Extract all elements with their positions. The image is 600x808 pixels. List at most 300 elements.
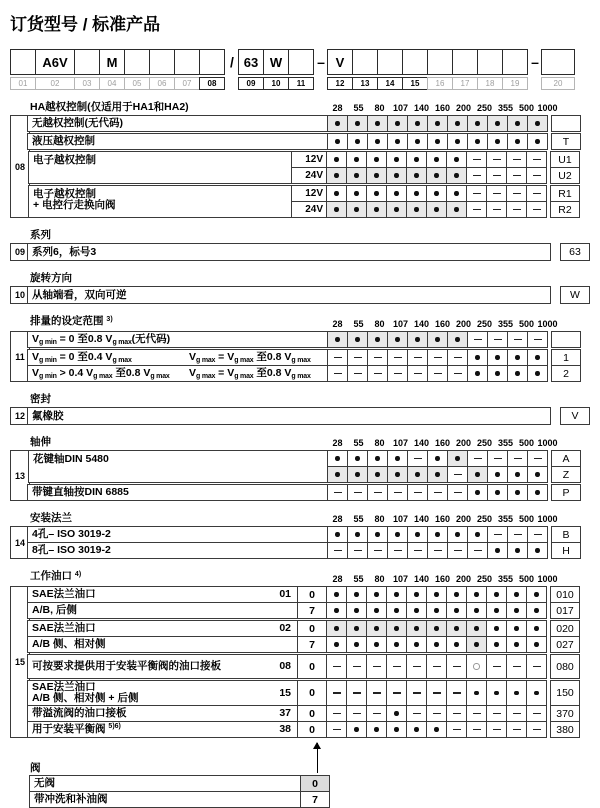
group-label-line: 电子越权控制 <box>33 188 96 200</box>
not-available-dash <box>354 357 362 359</box>
availability-cell <box>527 133 548 150</box>
rich-text: 用于安装平衡阀 $^{5)6)}$ <box>32 722 121 735</box>
position-number-02: 02 <box>35 77 75 90</box>
available-dot <box>494 608 499 613</box>
not-available-dash <box>394 357 402 359</box>
not-available-dash <box>513 729 521 731</box>
available-dot <box>354 608 359 613</box>
availability-cell <box>326 705 347 722</box>
subscript: g max <box>112 357 132 364</box>
available-dot <box>535 548 540 553</box>
valve-row <box>30 792 594 808</box>
section-groups <box>29 450 581 501</box>
spec-row <box>28 655 580 679</box>
availability-cell <box>426 602 447 619</box>
section-title <box>30 272 594 284</box>
availability-cell <box>466 680 487 706</box>
not-available-dash <box>494 458 502 460</box>
availability-cell <box>367 450 388 467</box>
not-available-dash <box>533 193 541 195</box>
availability-cell <box>326 185 347 202</box>
availability-cell <box>487 526 508 543</box>
not-available-dash <box>393 692 401 694</box>
rich-text: $V_{g max} = V_{g max}$ 至0.8 $V_{g max}$ <box>189 350 311 364</box>
availability-cell <box>426 721 447 738</box>
availability-cell <box>346 636 367 653</box>
available-dot <box>354 642 359 647</box>
available-dot <box>494 592 499 597</box>
available-dot <box>455 337 460 342</box>
code-box-06 <box>149 49 175 75</box>
not-available-dash <box>513 193 521 195</box>
availability-cell <box>367 484 388 501</box>
spec-row <box>28 485 581 501</box>
rich-text: 液压越权控制 <box>32 135 95 147</box>
availability-cell <box>527 484 548 501</box>
section-groups <box>29 407 590 425</box>
not-available-dash <box>513 175 521 177</box>
size-column-header: 250 <box>476 574 493 584</box>
code-cell: U2 <box>550 167 580 184</box>
availability-cell <box>526 680 547 706</box>
group-label-line: 花键轴DIN 5480 <box>33 453 109 465</box>
code-cell <box>551 331 581 348</box>
not-available-dash <box>534 339 542 341</box>
availability-cell <box>406 620 427 637</box>
not-available-dash <box>533 209 541 211</box>
valve-position-cell: 0 <box>297 721 327 738</box>
availability-cell <box>447 466 468 483</box>
available-dot <box>395 456 400 461</box>
available-dot <box>475 371 480 376</box>
size-column-header: 28 <box>332 103 343 113</box>
available-dot <box>375 121 380 126</box>
row-label <box>27 349 328 366</box>
size-column-header: 250 <box>476 103 493 113</box>
not-available-dash <box>334 492 342 494</box>
not-available-dash <box>413 713 421 715</box>
available-dot <box>394 642 399 647</box>
not-available-dash <box>334 357 342 359</box>
section-title <box>30 436 327 448</box>
availability-cell <box>486 620 507 637</box>
availability-cell <box>327 484 348 501</box>
availability-cell <box>347 542 368 559</box>
group-label <box>28 185 293 218</box>
availability-cell <box>366 680 387 706</box>
not-available-dash <box>374 550 382 552</box>
availability-cell <box>467 115 488 132</box>
superscript: 3) <box>106 315 113 323</box>
availability-cell <box>526 721 547 738</box>
availability-cell <box>467 365 488 382</box>
availability-cell <box>386 602 407 619</box>
available-dot <box>414 157 419 162</box>
size-column-header: 107 <box>392 438 409 448</box>
section-body <box>10 243 594 261</box>
section-11 <box>10 315 594 382</box>
spec-group <box>28 350 581 382</box>
not-available-dash <box>413 666 421 668</box>
code-cell: 150 <box>550 680 580 706</box>
available-dot <box>414 642 419 647</box>
spec-row <box>28 332 581 348</box>
available-dot <box>374 626 379 631</box>
available-dot <box>374 592 379 597</box>
availability-cell <box>327 526 348 543</box>
size-column-header: 55 <box>353 319 364 329</box>
availability-cell <box>346 721 367 738</box>
section-14 <box>10 512 594 559</box>
availability-cell <box>466 151 487 168</box>
availability-cell <box>347 331 368 348</box>
position-id-box: 14 <box>10 526 30 559</box>
not-available-dash <box>473 193 481 195</box>
available-dot <box>495 472 500 477</box>
available-dot <box>375 472 380 477</box>
available-dot <box>435 456 440 461</box>
available-dot <box>395 472 400 477</box>
spec-group <box>28 621 580 653</box>
rich-text: 可按要求提供用于安装平衡阀的油口接板 <box>32 660 221 672</box>
availability-cell <box>347 526 368 543</box>
availability-cell <box>407 133 428 150</box>
available-dot <box>335 472 340 477</box>
available-dot <box>434 157 439 162</box>
rich-text: 氟橡胶 <box>32 409 64 422</box>
size-columns-header <box>327 103 562 113</box>
row-label <box>27 133 328 150</box>
position-number-06: 06 <box>149 77 175 90</box>
available-dot <box>455 139 460 144</box>
availability-cell <box>506 167 527 184</box>
rich-text: 带冲洗和补油阀 <box>34 793 108 805</box>
availability-cell <box>327 349 348 366</box>
row-label <box>27 115 328 132</box>
subscript: g max <box>234 357 254 364</box>
size-column-header: 28 <box>332 574 343 584</box>
available-dot <box>355 139 360 144</box>
available-dot <box>495 121 500 126</box>
available-dot <box>474 691 479 696</box>
not-available-dash <box>453 729 461 731</box>
available-dot <box>394 626 399 631</box>
subscript: g max <box>196 373 216 380</box>
code-cell: R1 <box>550 185 580 202</box>
available-dot <box>394 592 399 597</box>
page <box>10 10 594 808</box>
code-separator: – <box>531 54 539 70</box>
availability-cell <box>387 484 408 501</box>
section-groups <box>29 586 580 738</box>
available-dot <box>454 207 459 212</box>
availability-cell <box>407 331 428 348</box>
available-dot <box>454 608 459 613</box>
code-box-02: A6V <box>35 49 75 75</box>
subscript: g max <box>291 373 311 380</box>
size-column-header: 250 <box>476 438 493 448</box>
code-cell: 020 <box>550 620 580 637</box>
rich-text: 8孔– ISO 3019-2 <box>32 544 111 556</box>
available-dot <box>514 626 519 631</box>
availability-cell <box>507 450 528 467</box>
availability-cell <box>346 185 367 202</box>
position-number-row <box>10 77 594 90</box>
available-dot <box>434 608 439 613</box>
spec-row <box>28 350 581 366</box>
availability-cell <box>526 167 547 184</box>
spec-row <box>328 467 581 483</box>
subscript: g max <box>150 373 170 380</box>
available-dot <box>415 532 420 537</box>
availability-cell <box>527 115 548 132</box>
availability-cell <box>387 450 408 467</box>
section-body <box>10 526 594 559</box>
availability-cell <box>406 654 427 679</box>
section-header <box>30 512 594 524</box>
group-rows <box>328 451 581 483</box>
availability-cell <box>506 705 527 722</box>
not-available-dash <box>533 713 541 715</box>
availability-cell <box>367 542 388 559</box>
spec-row <box>292 186 580 202</box>
availability-cell <box>407 542 428 559</box>
code-separator: / <box>230 54 234 70</box>
spec-group <box>28 116 581 132</box>
not-available-dash <box>414 492 422 494</box>
rich-text: 安装法兰 <box>30 512 72 524</box>
available-dot <box>354 727 359 732</box>
not-available-dash <box>373 692 381 694</box>
subscript: g max <box>93 373 113 380</box>
not-available-dash <box>474 550 482 552</box>
size-column-header: 55 <box>353 574 364 584</box>
availability-cell <box>427 484 448 501</box>
code-box-07 <box>174 49 200 75</box>
port-number: 01 <box>279 588 291 600</box>
availability-cell <box>446 602 467 619</box>
spec-row <box>28 706 580 722</box>
row-label <box>27 602 298 619</box>
subscript: g max <box>234 373 254 380</box>
availability-cell <box>426 705 447 722</box>
availability-cell <box>387 365 408 382</box>
available-dot <box>375 532 380 537</box>
available-dot <box>374 608 379 613</box>
availability-cell <box>467 331 488 348</box>
available-dot <box>355 121 360 126</box>
available-dot <box>494 626 499 631</box>
availability-cell <box>447 526 468 543</box>
not-available-dash <box>414 357 422 359</box>
code-cell: R2 <box>550 201 580 218</box>
availability-cell <box>526 185 547 202</box>
valve-position-cell: 0 <box>297 680 327 706</box>
size-column-header: 250 <box>476 319 493 329</box>
spec-row <box>28 587 580 603</box>
available-dot <box>435 532 440 537</box>
availability-cell <box>386 201 407 218</box>
code-cell: H <box>551 542 581 559</box>
not-available-dash <box>454 474 462 476</box>
valve-position-cell: 7 <box>297 602 327 619</box>
port-number: 38 <box>279 723 291 735</box>
code-cell: 63 <box>560 243 590 261</box>
row-label <box>27 636 298 653</box>
group-label-line: + 电控行走换向阀 <box>33 199 116 211</box>
section-body <box>10 586 594 738</box>
available-dot <box>395 532 400 537</box>
size-column-header: 160 <box>434 574 451 584</box>
rich-text: 排量的设定范围 $^{3)}$ <box>30 315 113 327</box>
position-number-15: 15 <box>402 77 428 90</box>
availability-cell <box>447 331 468 348</box>
not-available-dash <box>493 175 501 177</box>
rich-text: 旋转方向 <box>30 272 72 284</box>
size-column-header: 1000 <box>537 319 558 329</box>
voltage-cell: 12V <box>291 151 327 168</box>
rich-text: 带溢流阀的油口接板 <box>32 707 127 719</box>
available-dot <box>334 191 339 196</box>
availability-cell <box>527 331 548 348</box>
not-available-dash <box>353 713 361 715</box>
row-label <box>27 331 328 348</box>
code-box-20 <box>541 49 575 75</box>
section-header <box>30 272 594 284</box>
spec-row <box>28 408 590 425</box>
availability-cell <box>526 151 547 168</box>
availability-cell <box>487 331 508 348</box>
availability-cell <box>367 466 388 483</box>
availability-cell <box>467 133 488 150</box>
valve-code-cell: 7 <box>300 791 330 808</box>
available-dot <box>515 472 520 477</box>
available-dot <box>434 191 439 196</box>
availability-cell <box>407 466 428 483</box>
section-body <box>10 407 594 425</box>
size-column-header: 107 <box>392 103 409 113</box>
size-column-header: 55 <box>353 514 364 524</box>
available-dot <box>534 592 539 597</box>
availability-cell <box>506 654 527 679</box>
availability-cell <box>466 201 487 218</box>
availability-cell <box>366 620 387 637</box>
availability-cell <box>487 349 508 366</box>
code-box-14 <box>377 49 403 75</box>
size-column-header: 107 <box>392 319 409 329</box>
section-title <box>30 393 594 405</box>
available-dot <box>455 532 460 537</box>
availability-cell <box>386 185 407 202</box>
not-available-dash <box>413 692 421 694</box>
availability-cell <box>346 167 367 184</box>
available-dot <box>534 608 539 613</box>
position-id-box: 09 <box>10 243 30 261</box>
availability-cell <box>366 167 387 184</box>
size-column-header: 200 <box>455 574 472 584</box>
availability-cell <box>506 636 527 653</box>
availability-cell <box>407 484 428 501</box>
spec-row <box>28 287 590 304</box>
valve-row-label <box>29 791 301 808</box>
available-dot <box>395 121 400 126</box>
availability-cell <box>427 115 448 132</box>
availability-cell <box>387 115 408 132</box>
size-column-header: 355 <box>497 574 514 584</box>
not-available-dash <box>473 159 481 161</box>
size-column-header: 160 <box>434 319 451 329</box>
availability-cell <box>426 167 447 184</box>
available-dot <box>515 548 520 553</box>
not-available-dash <box>453 713 461 715</box>
availability-cell <box>406 151 427 168</box>
availability-cell <box>446 654 467 679</box>
availability-cell <box>426 654 447 679</box>
section-body <box>10 286 594 304</box>
rich-text: 带键直轴按DIN 6885 <box>32 486 129 498</box>
code-cell: 380 <box>550 721 580 738</box>
availability-cell <box>327 450 348 467</box>
size-column-header: 80 <box>374 514 385 524</box>
availability-cell <box>366 602 387 619</box>
code-box-04: M <box>99 49 125 75</box>
not-available-dash <box>514 534 522 536</box>
position-number-16: 16 <box>427 77 453 90</box>
availability-cell <box>507 542 528 559</box>
size-column-header: 80 <box>374 319 385 329</box>
spec-row <box>28 637 580 653</box>
available-dot <box>395 337 400 342</box>
voltage-cell: 24V <box>291 167 327 184</box>
availability-cell <box>406 167 427 184</box>
available-dot <box>414 173 419 178</box>
available-dot <box>454 191 459 196</box>
size-column-header: 107 <box>392 514 409 524</box>
size-column-header: 200 <box>455 514 472 524</box>
not-available-dash <box>514 339 522 341</box>
size-column-header: 28 <box>332 319 343 329</box>
available-dot <box>534 642 539 647</box>
not-available-dash <box>373 666 381 668</box>
spec-row <box>292 202 580 218</box>
size-column-header: 355 <box>497 319 514 329</box>
available-dot <box>515 121 520 126</box>
available-dot <box>495 355 500 360</box>
available-dot <box>475 121 480 126</box>
spec-group <box>28 587 580 619</box>
rich-text: 工作油口 $^{4)}$ <box>30 570 82 582</box>
availability-cell <box>426 620 447 637</box>
arrow-line <box>317 743 318 773</box>
position-number-13: 13 <box>352 77 378 90</box>
available-dot <box>375 337 380 342</box>
available-dot <box>454 157 459 162</box>
availability-cell <box>467 349 488 366</box>
section-title <box>30 315 327 329</box>
availability-cell <box>346 151 367 168</box>
availability-cell <box>406 680 427 706</box>
position-number-05: 05 <box>124 77 150 90</box>
port-number: 37 <box>279 707 291 719</box>
availability-cell <box>446 586 467 603</box>
position-number-04: 04 <box>99 77 125 90</box>
availability-cell <box>426 185 447 202</box>
size-column-header: 160 <box>434 438 451 448</box>
size-column-header: 28 <box>332 438 343 448</box>
availability-cell <box>467 450 488 467</box>
row-label <box>27 705 298 722</box>
availability-cell <box>346 654 367 679</box>
